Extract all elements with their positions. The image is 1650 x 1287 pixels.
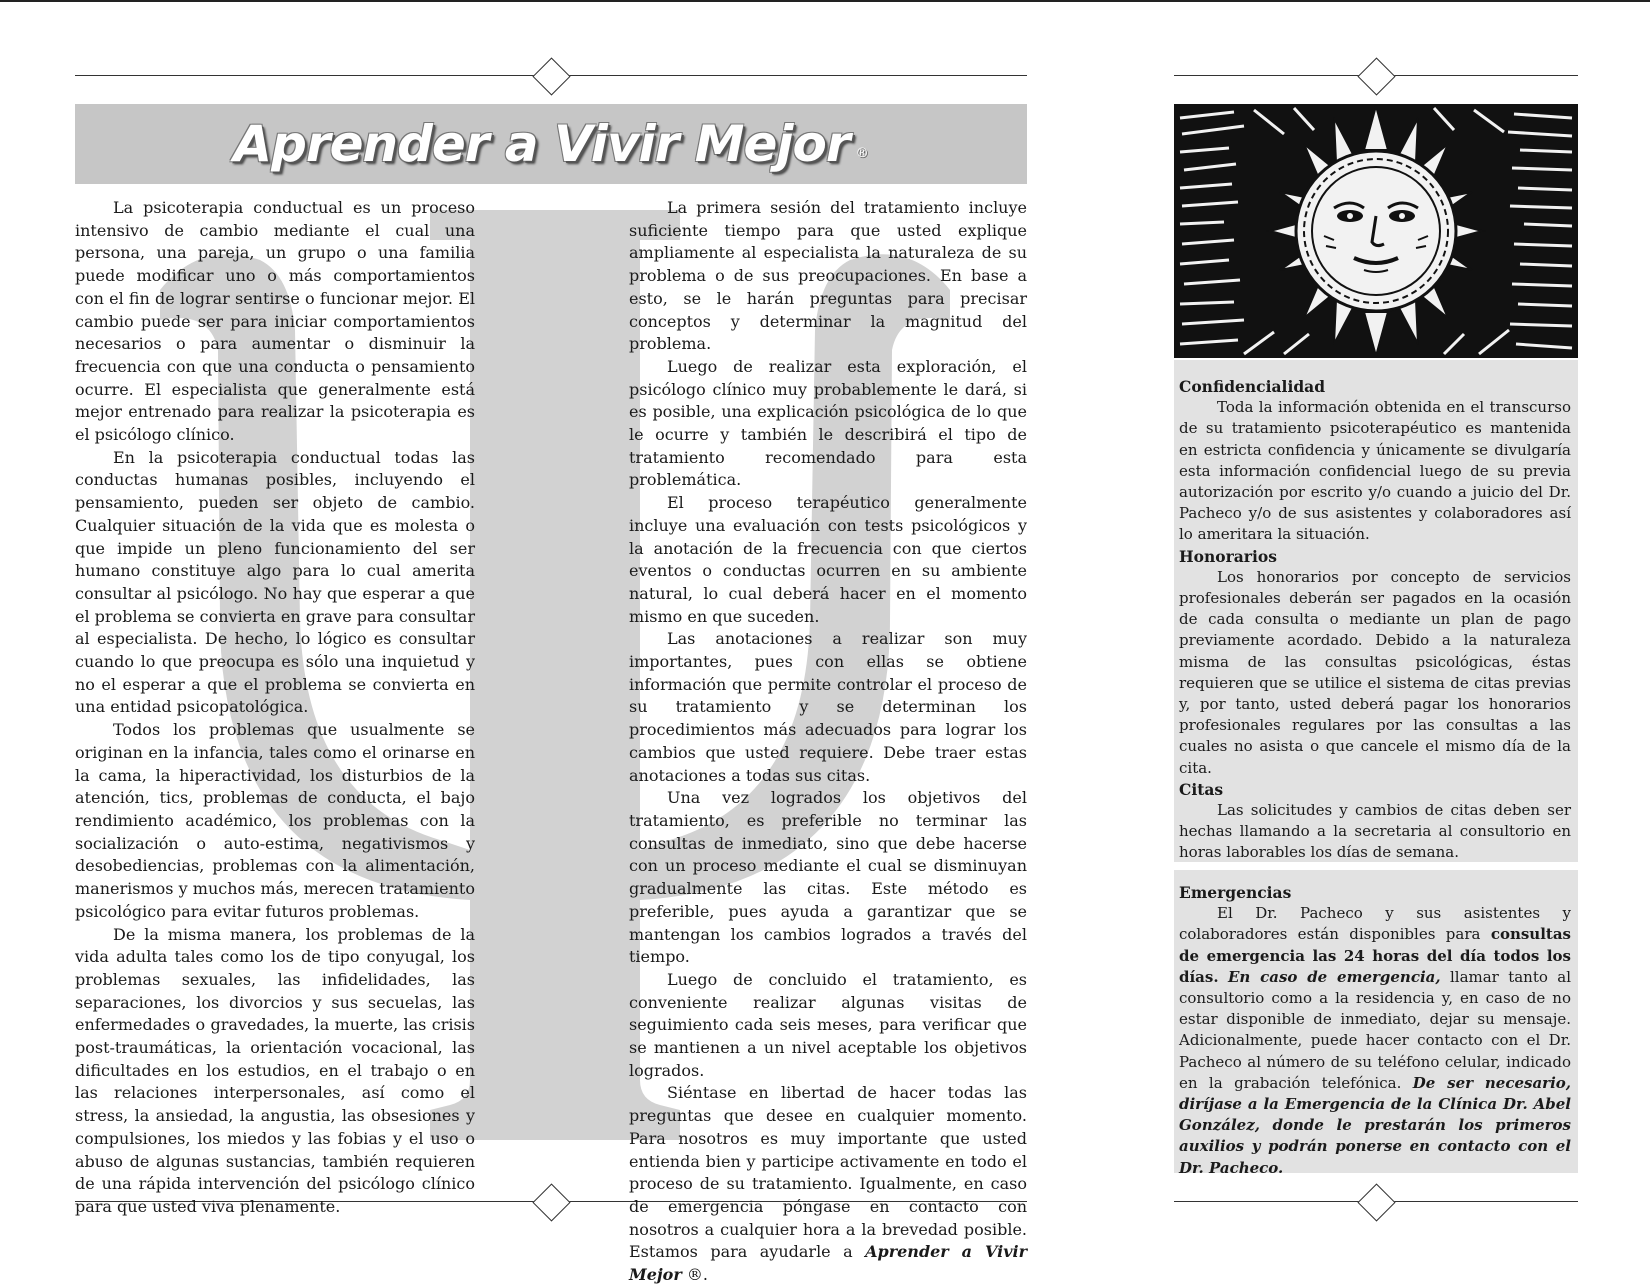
- registered-mark: ®: [855, 145, 869, 161]
- closing-paragraph: [629, 1082, 1027, 1286]
- diamond-ornament-icon: [1357, 57, 1395, 95]
- emergency-bold-part: consultas de emergencia las 24 horas del día todos los días.: [1179, 925, 1571, 986]
- closing-reg: ®.: [681, 1265, 708, 1285]
- diamond-ornament-icon: [1357, 1183, 1395, 1221]
- paragraph: La primera sesión del tratamiento incluye suficiente tiempo para que usted explique ampliamente al especialista la naturaleza de su problema o de sus preocupaciones. En base a esto, se le harán preguntas para precisar conceptos y determinar la magnitud del problema.: [629, 198, 1027, 354]
- paragraph: Luego de concluido el tratamiento, es conveniente realizar algunas visitas de seguimiento cada seis meses, para verificar que se mantienen a un nivel aceptable los objetivos logrados.: [629, 969, 1027, 1080]
- title-banner: [75, 104, 1027, 184]
- left-text-column: [75, 197, 475, 1219]
- emergency-bold-italic-part: En caso de emergencia,: [1227, 967, 1441, 986]
- paragraph: En la psicoterapia conductual todas las conductas humanas posibles, incluyendo el pensamiento, pueden ser objeto de cambio. Cualquier situación de la vida que es molesta o que impide un pleno funcionamiento del ser humano constituye algo para lo cual amerita consultar al psicólogo. No hay que esperar a que el problema se convierta en grave para consultar al especialista. De hecho, lo lógico es consultar cuando lo que preocupa es sólo una inquietud y no el esperar a que el problema se convierta en una entidad psicopatológica.: [75, 447, 475, 717]
- paragraph: La psicoterapia conductual es un proceso intensivo de cambio mediante el cual una persona, una pareja, un grupo o una familia puede modificar uno o más comportamientos con el fin de lograr sentirse o funcionar mejor. El cambio puede ser para iniciar comportamientos necesarios o para aumentar o disminuir la frecuencia con que una conducta o pensamiento ocurre. El especialista que generalmente está mejor entrenado para realizar la psicoterapia es el psicólogo clínico.: [75, 198, 475, 445]
- section-heading-honorarios: Honorarios: [1179, 546, 1277, 566]
- sidebar-emergency-text: [1179, 882, 1571, 1179]
- paragraph: Luego de realizar esta exploración, el psicólogo clínico muy probablemente le dará, si es posible, una explicación psicológica de lo que le ocurre y también le describirá el tipo de tratamiento recomendado para esta problemática.: [629, 356, 1027, 490]
- section-text-emergencias: [1179, 903, 1571, 1179]
- section-text-confidencialidad: Toda la información obtenida en el transcurso de su tratamiento psicoterapéutico es mantenida en estricta confidencia y únicamente se divulgaría esta información confidencial luego de su previa autorización por escrito y/o cuando a juicio del Dr. Pacheco y/o de sus asistentes y colaboradores así lo ameritara la situación.: [1179, 398, 1571, 544]
- page-title: Aprender a Vivir Mejor: [233, 115, 850, 173]
- paragraph: De la misma manera, los problemas de la vida adulta tales como los de tipo conyugal, los problemas sexuales, las infidelidades, las separaciones, los divorcios y sus secuelas, las enfermedades o gravedades, la muerte, las crisis post-traumáticas, la orientación vocacional, las dificultades en los estudios, en el trabajo o en las relaciones interpersonales, así como el stress, la ansiedad, la angustia, las obsesiones y compulsiones, los miedos y las fobias y el uso o abuso de algunas sustancias, también requieren de una rápida intervención del psicólogo clínico para que usted viva plenamente.: [75, 924, 475, 1216]
- sidebar-info-text: [1179, 376, 1571, 864]
- section-text-citas: Las solicitudes y cambios de citas deben ser hechas llamando a la secretaria al consultorio en horas laborables los días de semana.: [1179, 801, 1571, 862]
- section-heading-emergencias: Emergencias: [1179, 883, 1292, 902]
- paragraph: Todos los problemas que usualmente se originan en la infancia, tales como el orinarse en la cama, la hiperactividad, los disturbios de la atención, tics, problemas de conducta, el bajo rendimiento académico, los problemas con la socialización o auto-estima, negativismos y desobediencias, problemas con la alimentación, manerismos y muchos más, merecen tratamiento psicológico para evitar futuros problemas.: [75, 720, 475, 921]
- paragraph: El proceso terapéutico generalmente incluye una evaluación con tests psicológicos y la anotación de la frecuencia con que ciertos eventos o conductas ocurren en su ambiente natural, lo cual deberá hacer en el momento mismo en que suceden.: [629, 493, 1027, 626]
- section-heading-confidencialidad: Confidencialidad: [1179, 377, 1326, 396]
- diamond-ornament-icon: [532, 1183, 570, 1221]
- emergency-text-part: llamar tanto al consultorio como a la residencia y, en caso de no estar disponible de inmediato, dejar su mensaje. Adicionalmente, puede hacer contacto con el Dr. Pacheco al número de su teléfono celular, indicado en la grabación telefónica.: [1179, 967, 1571, 1092]
- section-text-honorarios: Los honorarios por concepto de servicios profesionales deberán ser pagados en la ocasión de cada consulta o mediante un plan de pago previamente acordado. Debido a la naturaleza misma de las consultas psicológicas, éstas requieren que se utilice el sistema de citas previas y, por tanto, usted deberá pagar los honorarios profesionales regulares por las consultas a las cuales no asista o que cancele el mismo día de la cita.: [1179, 567, 1571, 777]
- page-top-border: [0, 0, 1650, 2]
- sun-face-woodcut-icon: [1174, 104, 1578, 358]
- closing-brand: Aprender a Vivir Mejor: [629, 1242, 1027, 1285]
- emergency-bold-italic-part: De ser necesario, diríjase a la Emergencia de la Clínica Dr. Abel González, donde le prestarán los primeros auxilios y podrán ponerse en contacto con el Dr. Pacheco.: [1179, 1073, 1571, 1177]
- closing-text: Siéntase en libertad de hacer todas las preguntas que desee en cualquier momento. Para nosotros es muy importante que usted entienda bien y participe activamente en todo el proceso de su tratamiento. Igualmente, en caso de emergencia póngase en contacto con nosotros a cualquier hora a la brevedad posible. Estamos para ayudarle a: [629, 1083, 1027, 1262]
- paragraph: Una vez logrados los objetivos del tratamiento, es preferible no terminar las consultas de inmediato, sino que debe hacerse con un proceso mediante el cual se disminuyan gradualmente las citas. Este método es preferible, pues ayuda a garantizar que se mantengan los cambios logrados a través del tiempo.: [629, 788, 1027, 967]
- right-text-column: [629, 197, 1027, 1287]
- sun-illustration: [1174, 104, 1578, 358]
- section-heading-citas: Citas: [1179, 779, 1224, 799]
- emergency-text-part: El Dr. Pacheco y sus asistentes y colaboradores están disponibles para: [1179, 904, 1571, 944]
- paragraph: Las anotaciones a realizar son muy importantes, pues con ellas se obtiene información que permite controlar el proceso de su tratamiento y se determinan los procedimientos más adecuados para lograr los cambios que usted requiere. Debe traer estas anotaciones a todas sus citas.: [629, 629, 1027, 785]
- diamond-ornament-icon: [532, 57, 570, 95]
- emergency-text-part: [1219, 968, 1228, 986]
